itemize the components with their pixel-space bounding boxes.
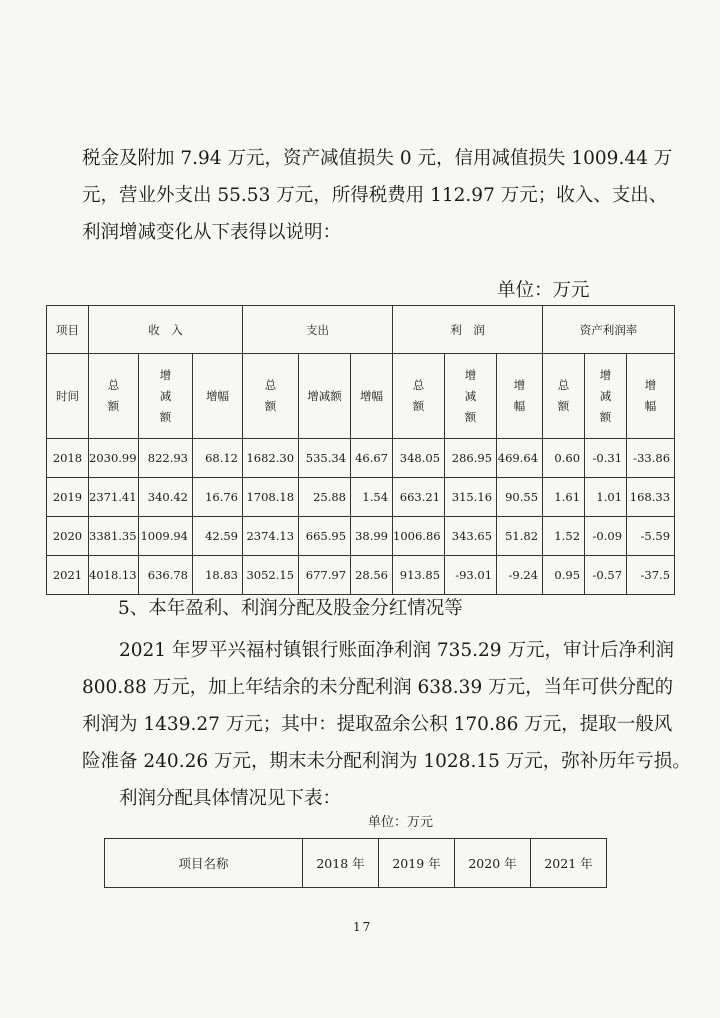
value-cell: 38.99 xyxy=(351,517,393,556)
table-row xyxy=(47,556,675,595)
value-cell: 90.55 xyxy=(497,478,543,517)
value-cell: 1006.86 xyxy=(393,517,445,556)
table-subheader-row xyxy=(47,354,675,439)
header-year: 2021 年 xyxy=(531,839,607,888)
table-header-row xyxy=(105,839,607,888)
value-cell: 286.95 xyxy=(445,439,497,478)
value-cell: -0.57 xyxy=(585,556,627,595)
value-cell: 665.95 xyxy=(299,517,351,556)
subheader-cell: 增减额 xyxy=(585,354,627,439)
page-number: 17 xyxy=(353,920,373,934)
value-cell: 2371.41 xyxy=(89,478,139,517)
value-cell: 535.34 xyxy=(299,439,351,478)
text-line: 元，营业外支出 55.53 万元，所得税费用 112.97 万元；收入、支出、 xyxy=(82,185,668,206)
profit-distribution-table xyxy=(104,838,607,888)
year-cell: 2019 xyxy=(47,478,89,517)
text-line: 利润为 1439.27 万元；其中：提取盈余公积 170.86 万元，提取一般风 xyxy=(82,714,673,735)
text-line: 800.88 万元，加上年结余的未分配利润 638.39 万元，当年可供分配的 xyxy=(82,677,674,698)
income-expense-profit-table xyxy=(46,305,675,595)
value-cell: 1682.30 xyxy=(243,439,299,478)
value-cell: 46.67 xyxy=(351,439,393,478)
header-group-asset-profit-rate: 资产利润率 xyxy=(543,306,675,354)
text-line: 税金及附加 7.94 万元，资产减值损失 0 元，信用减值损失 1009.44 万 xyxy=(82,148,673,169)
table-row xyxy=(47,478,675,517)
text-line: 利润增减变化从下表得以说明： xyxy=(82,222,342,243)
value-cell: 677.97 xyxy=(299,556,351,595)
profit-distribution-paragraph xyxy=(82,632,691,817)
value-cell: 0.60 xyxy=(543,439,585,478)
value-cell: 343.65 xyxy=(445,517,497,556)
header-item-name: 项目名称 xyxy=(105,839,303,888)
table2-unit-label: 单位：万元 xyxy=(368,815,434,830)
value-cell: 1.54 xyxy=(351,478,393,517)
value-cell: 0.95 xyxy=(543,556,585,595)
value-cell: 51.82 xyxy=(497,517,543,556)
value-cell: 663.21 xyxy=(393,478,445,517)
value-cell: 1708.18 xyxy=(243,478,299,517)
header-year: 2019 年 xyxy=(379,839,455,888)
value-cell: 2030.99 xyxy=(89,439,139,478)
value-cell: 315.16 xyxy=(445,478,497,517)
value-cell: -93.01 xyxy=(445,556,497,595)
header-group-profit: 利 润 xyxy=(393,306,543,354)
value-cell: -33.86 xyxy=(627,439,675,478)
value-cell: 3381.35 xyxy=(89,517,139,556)
value-cell: 1.52 xyxy=(543,517,585,556)
table-row xyxy=(47,439,675,478)
text-line: 2021 年罗平兴福村镇银行账面净利润 735.29 万元，审计后净利润 xyxy=(119,640,674,661)
header-year: 2020 年 xyxy=(455,839,531,888)
year-cell: 2020 xyxy=(47,517,89,556)
header-time: 时间 xyxy=(47,354,89,439)
header-item: 项目 xyxy=(47,306,89,354)
header-group-expense: 支出 xyxy=(243,306,393,354)
value-cell: 18.83 xyxy=(193,556,243,595)
value-cell: 822.93 xyxy=(139,439,193,478)
value-cell: 1009.94 xyxy=(139,517,193,556)
table-header-row xyxy=(47,306,675,354)
intro-paragraph xyxy=(82,140,673,251)
value-cell: 4018.13 xyxy=(89,556,139,595)
subheader-cell: 增幅 xyxy=(351,354,393,439)
value-cell: 68.12 xyxy=(193,439,243,478)
value-cell: 42.59 xyxy=(193,517,243,556)
table-row xyxy=(47,517,675,556)
value-cell: 25.88 xyxy=(299,478,351,517)
subheader-cell: 增减额 xyxy=(445,354,497,439)
value-cell: 1.01 xyxy=(585,478,627,517)
value-cell: 913.85 xyxy=(393,556,445,595)
value-cell: 168.33 xyxy=(627,478,675,517)
value-cell: 636.78 xyxy=(139,556,193,595)
section-5-title: 5、本年盈利、利润分配及股金分红情况等 xyxy=(118,598,463,619)
value-cell: 2374.13 xyxy=(243,517,299,556)
subheader-cell: 总额 xyxy=(543,354,585,439)
text-line: 利润分配具体情况见下表： xyxy=(119,788,342,809)
value-cell: 469.64 xyxy=(497,439,543,478)
value-cell: 16.76 xyxy=(193,478,243,517)
subheader-cell: 总额 xyxy=(243,354,299,439)
value-cell: 28.56 xyxy=(351,556,393,595)
value-cell: -0.09 xyxy=(585,517,627,556)
subheader-cell: 总额 xyxy=(393,354,445,439)
year-cell: 2021 xyxy=(47,556,89,595)
value-cell: -37.5 xyxy=(627,556,675,595)
subheader-cell: 增减额 xyxy=(299,354,351,439)
value-cell: 340.42 xyxy=(139,478,193,517)
value-cell: -9.24 xyxy=(497,556,543,595)
value-cell: 3052.15 xyxy=(243,556,299,595)
value-cell: -0.31 xyxy=(585,439,627,478)
subheader-cell: 增幅 xyxy=(193,354,243,439)
value-cell: 348.05 xyxy=(393,439,445,478)
year-cell: 2018 xyxy=(47,439,89,478)
value-cell: 1.61 xyxy=(543,478,585,517)
header-group-income: 收 入 xyxy=(89,306,243,354)
value-cell: -5.59 xyxy=(627,517,675,556)
subheader-cell: 增幅 xyxy=(627,354,675,439)
subheader-cell: 增幅 xyxy=(497,354,543,439)
text-line: 险准备 240.26 万元，期末未分配利润为 1028.15 万元，弥补历年亏损。 xyxy=(82,751,691,772)
header-year: 2018 年 xyxy=(303,839,379,888)
subheader-cell: 总额 xyxy=(89,354,139,439)
table1-unit-label: 单位：万元 xyxy=(497,280,590,301)
subheader-cell: 增减额 xyxy=(139,354,193,439)
